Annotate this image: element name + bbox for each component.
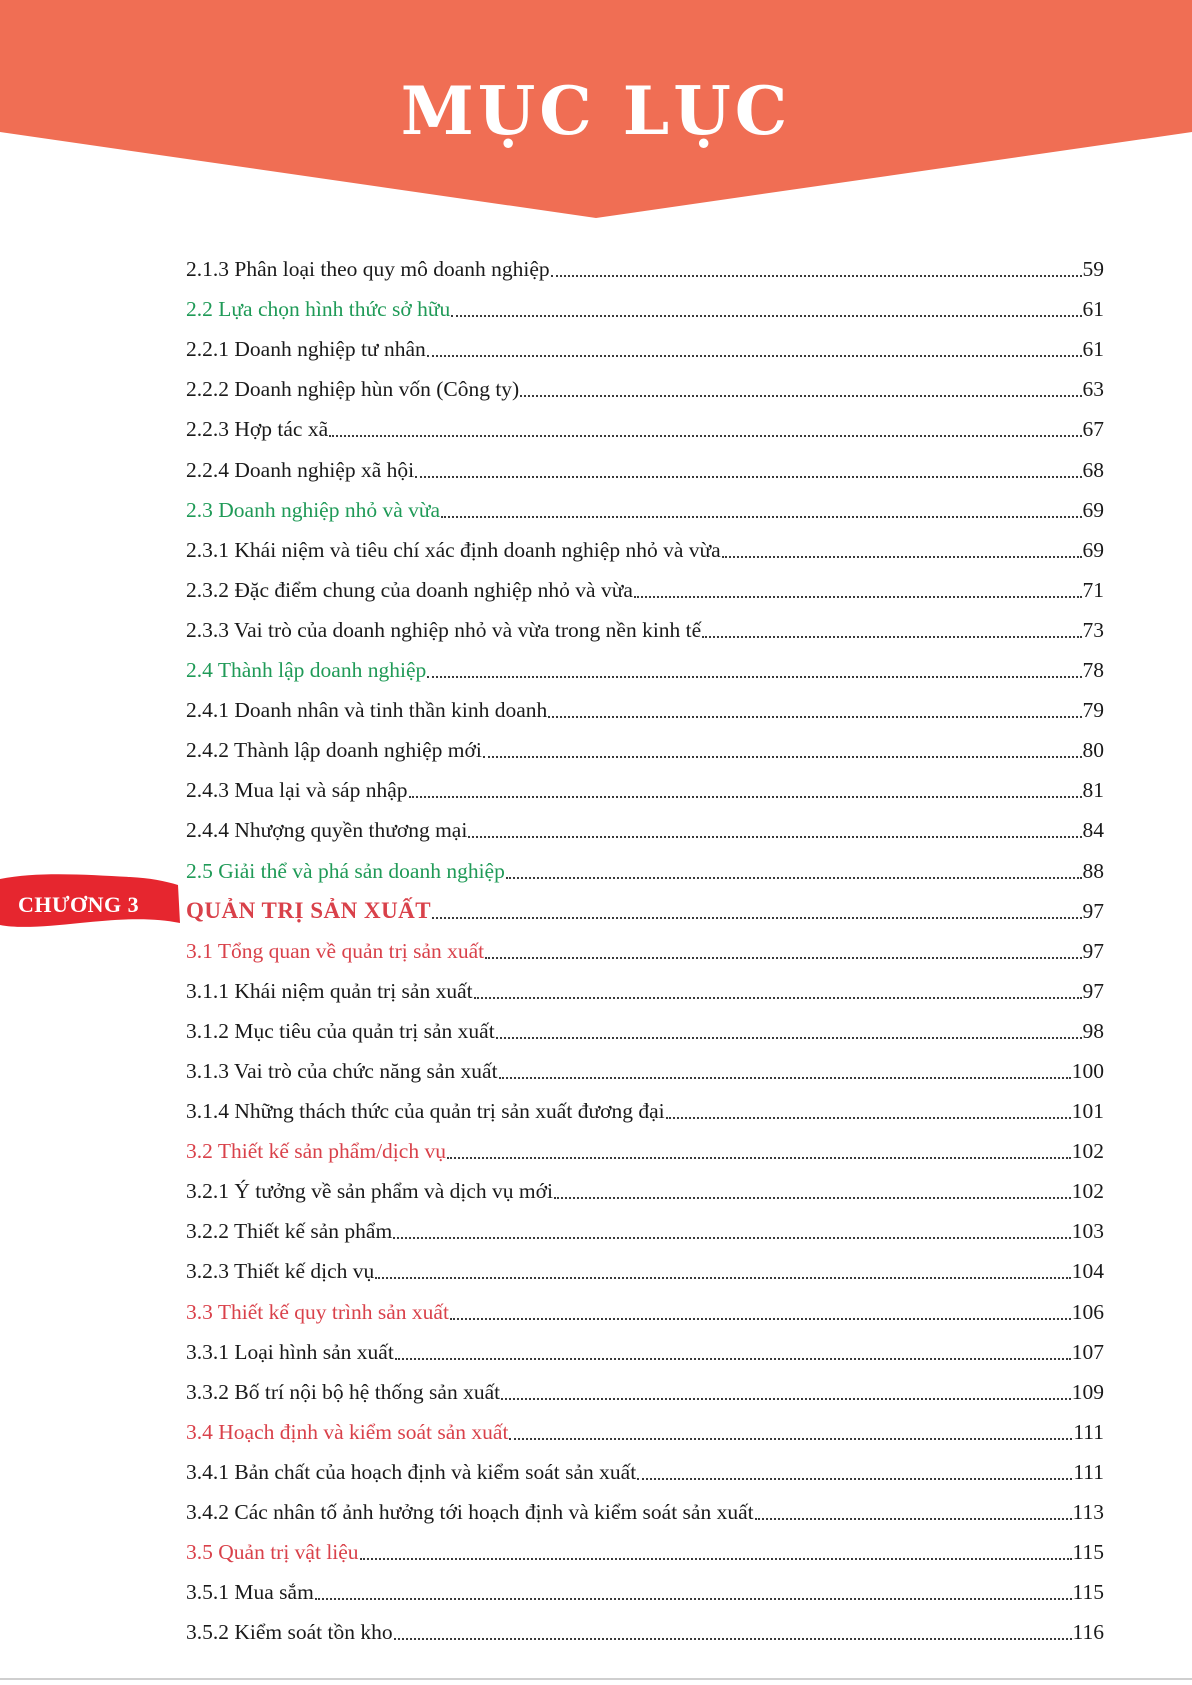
toc-entry-title: 3.2.2 Thiết kế sản phẩm (186, 1219, 393, 1244)
dot-leader (468, 835, 1081, 838)
toc-entry[interactable] (186, 683, 1104, 723)
page-bottom-rule (0, 1678, 1192, 1680)
toc-entry[interactable] (186, 1325, 1104, 1365)
dot-leader (483, 755, 1082, 758)
toc-entry-page: 79 (1082, 698, 1104, 723)
toc-entry-title: 3.5 Quản trị vật liệu (186, 1540, 359, 1565)
dot-leader (474, 996, 1082, 999)
toc-entry-title: 2.2.3 Hợp tác xã (186, 417, 329, 442)
toc-entry[interactable] (186, 1405, 1104, 1445)
dot-leader (520, 394, 1081, 397)
dot-leader (551, 274, 1082, 277)
toc-entry-page: 98 (1082, 1018, 1104, 1043)
toc-entry[interactable] (186, 763, 1104, 803)
toc-entry-page: 103 (1071, 1219, 1104, 1244)
toc-entry-page: 67 (1082, 417, 1104, 442)
dot-leader (499, 1076, 1071, 1079)
toc-entry[interactable] (186, 1004, 1104, 1044)
toc-entry[interactable] (186, 1525, 1104, 1565)
toc-entry-title: 2.2 Lựa chọn hình thức sở hữu (186, 297, 451, 322)
dot-leader (394, 1637, 1072, 1640)
toc-entry-page: 61 (1082, 337, 1104, 362)
toc-entry-page: 111 (1073, 1419, 1104, 1444)
toc-entry-title: 3.3.2 Bố trí nội bộ hệ thống sản xuất (186, 1379, 501, 1404)
toc-entry-title: 3.5.2 Kiểm soát tồn kho (186, 1620, 393, 1645)
dot-leader (432, 916, 1081, 919)
toc-entry-page: 107 (1071, 1339, 1104, 1364)
toc-entry-page: 61 (1082, 297, 1104, 322)
toc-entry-page: 71 (1082, 577, 1104, 602)
toc-entry-page: 100 (1071, 1058, 1104, 1083)
toc-entry-page: 97 (1082, 938, 1104, 963)
dot-leader (451, 314, 1081, 317)
dot-leader (501, 1397, 1071, 1400)
toc-entry[interactable] (186, 843, 1104, 883)
toc-entry-title: 3.2.1 Ý tưởng về sản phẩm và dịch vụ mới (186, 1179, 553, 1204)
toc-entry[interactable] (186, 1365, 1104, 1405)
toc-entry-title: 3.5.1 Mua sắm (186, 1580, 314, 1605)
toc-entry-page: 69 (1082, 537, 1104, 562)
toc-entry[interactable] (186, 1244, 1104, 1284)
toc-entry-page: 115 (1072, 1540, 1104, 1565)
toc-entry-page: 109 (1071, 1379, 1104, 1404)
toc-entry-title: 2.4.4 Nhượng quyền thương mại (186, 818, 468, 843)
toc-entry-title: 3.4.1 Bản chất của hoạch định và kiểm soát sản xuất (186, 1459, 637, 1484)
toc-entry[interactable] (186, 362, 1104, 402)
toc-entry-title: 2.2.1 Doanh nghiệp tư nhân (186, 337, 426, 362)
toc-entry-page: 63 (1082, 377, 1104, 402)
dot-leader (755, 1517, 1072, 1520)
toc-entry-title: 3.2 Thiết kế sản phẩm/dịch vụ (186, 1139, 446, 1164)
dot-leader (554, 1196, 1071, 1199)
toc-entry-title: 2.3.1 Khái niệm và tiêu chí xác định doanh nghiệp nhỏ và vừa (186, 537, 721, 562)
toc-entry-page: 97 (1082, 898, 1104, 923)
toc-entry[interactable] (186, 242, 1104, 282)
toc-entry[interactable] (186, 483, 1104, 523)
table-of-contents (186, 242, 1104, 1645)
toc-entry-title: 3.4 Hoạch định và kiểm soát sản xuất (186, 1419, 509, 1444)
toc-entry-title: QUẢN TRỊ SẢN XUẤT (186, 897, 432, 923)
toc-entry[interactable] (186, 563, 1104, 603)
toc-entry[interactable] (186, 1284, 1104, 1324)
toc-entry[interactable] (186, 924, 1104, 964)
toc-entry-title: 2.1.3 Phân loại theo quy mô doanh nghiệp (186, 257, 550, 282)
toc-entry-page: 115 (1072, 1580, 1104, 1605)
toc-entry[interactable] (186, 322, 1104, 362)
toc-entry-page: 88 (1082, 858, 1104, 883)
toc-entry[interactable] (186, 1084, 1104, 1124)
dot-leader (427, 354, 1082, 357)
toc-entry[interactable] (186, 282, 1104, 322)
toc-entry-page: 102 (1071, 1139, 1104, 1164)
toc-entry-page: 116 (1072, 1620, 1104, 1645)
toc-entry-title: 3.4.2 Các nhân tố ảnh hưởng tới hoạch định và kiểm soát sản xuất (186, 1500, 754, 1524)
toc-entry-title: 2.3 Doanh nghiệp nhỏ và vừa (186, 497, 441, 522)
toc-entry-page: 104 (1071, 1259, 1104, 1284)
toc-entry-page: 101 (1071, 1099, 1104, 1124)
toc-entry-title: 3.3 Thiết kế quy trình sản xuất (186, 1299, 449, 1324)
dot-leader (441, 515, 1081, 518)
dot-leader (722, 555, 1082, 558)
toc-entry-page: 84 (1082, 818, 1104, 843)
toc-entry[interactable] (186, 723, 1104, 763)
toc-entry[interactable] (186, 803, 1104, 843)
toc-entry-title: 2.4.1 Doanh nhân và tinh thần kinh doanh (186, 698, 548, 723)
dot-leader (702, 635, 1081, 638)
toc-entry[interactable] (186, 1164, 1104, 1204)
toc-entry-title: 2.2.4 Doanh nghiệp xã hội (186, 457, 415, 482)
toc-entry-title: 2.2.2 Doanh nghiệp hùn vốn (Công ty) (186, 377, 520, 402)
toc-entry-page: 59 (1082, 257, 1104, 282)
dot-leader (315, 1597, 1072, 1600)
toc-entry-title: 3.1.2 Mục tiêu của quản trị sản xuất (186, 1018, 495, 1043)
dot-leader (637, 1477, 1072, 1480)
toc-entry[interactable] (186, 1124, 1104, 1164)
toc-entry[interactable] (186, 1204, 1104, 1244)
dot-leader (548, 715, 1081, 718)
toc-entry-title: 2.5 Giải thể và phá sản doanh nghiệp (186, 858, 505, 883)
dot-leader (329, 434, 1081, 437)
toc-entry-page: 111 (1073, 1459, 1104, 1484)
toc-entry-page: 80 (1082, 738, 1104, 763)
toc-entry[interactable] (186, 1605, 1104, 1645)
dot-leader (360, 1557, 1072, 1560)
toc-entry[interactable] (186, 1485, 1104, 1525)
toc-entry-page: 81 (1082, 778, 1104, 803)
toc-entry[interactable] (186, 643, 1104, 683)
toc-entry-page: 102 (1071, 1179, 1104, 1204)
toc-entry-page: 68 (1082, 457, 1104, 482)
toc-entry-title: 3.1.4 Những thách thức của quản trị sản xuất đương đại (186, 1099, 665, 1124)
toc-entry-title: 2.3.2 Đặc điểm chung của doanh nghiệp nhỏ và vừa (186, 577, 633, 602)
toc-entry-title: 2.4.3 Mua lại và sáp nhập (186, 778, 408, 803)
dot-leader (666, 1116, 1071, 1119)
toc-entry[interactable] (186, 964, 1104, 1004)
toc-entry-page: 113 (1072, 1500, 1104, 1524)
dot-leader (506, 876, 1082, 879)
toc-entry-page: 97 (1082, 978, 1104, 1003)
dot-leader (395, 1357, 1071, 1360)
toc-entry-title: 2.4.2 Thành lập doanh nghiệp mới (186, 738, 482, 763)
toc-entry[interactable] (186, 402, 1104, 442)
toc-entry-page: 106 (1071, 1299, 1104, 1324)
dot-leader (415, 475, 1081, 478)
toc-entry-title: 3.1.1 Khái niệm quản trị sản xuất (186, 978, 473, 1003)
toc-entry-title: 3.1 Tổng quan về quản trị sản xuất (186, 938, 485, 963)
dot-leader (409, 795, 1082, 798)
toc-entry-page: 73 (1082, 617, 1104, 642)
toc-entry[interactable] (186, 1445, 1104, 1485)
dot-leader (427, 675, 1081, 678)
toc-entry-title: 3.3.1 Loại hình sản xuất (186, 1339, 394, 1364)
dot-leader (375, 1276, 1070, 1279)
toc-entry[interactable] (186, 442, 1104, 482)
dot-leader (450, 1317, 1071, 1320)
dot-leader (447, 1156, 1071, 1159)
toc-entry-title: 3.1.3 Vai trò của chức năng sản xuất (186, 1058, 498, 1083)
toc-entry[interactable] (186, 603, 1104, 643)
dot-leader (485, 956, 1081, 959)
toc-entry-title: 3.2.3 Thiết kế dịch vụ (186, 1259, 375, 1284)
toc-entry-title: 2.4 Thành lập doanh nghiệp (186, 658, 427, 683)
dot-leader (393, 1236, 1071, 1239)
toc-entry[interactable] (186, 523, 1104, 563)
toc-entry-title: 2.3.3 Vai trò của doanh nghiệp nhỏ và vừa trong nền kinh tế (186, 617, 702, 642)
dot-leader (509, 1437, 1072, 1440)
dot-leader (496, 1036, 1082, 1039)
page-title: MỤC LỤC (400, 72, 792, 150)
toc-entry[interactable] (186, 1565, 1104, 1605)
chapter-label: CHƯƠNG 3 (18, 892, 140, 917)
toc-entry-page: 78 (1082, 658, 1104, 683)
dot-leader (634, 595, 1082, 598)
toc-chapter-entry[interactable] (186, 884, 1104, 924)
toc-entry-page: 69 (1082, 497, 1104, 522)
toc-entry[interactable] (186, 1044, 1104, 1084)
